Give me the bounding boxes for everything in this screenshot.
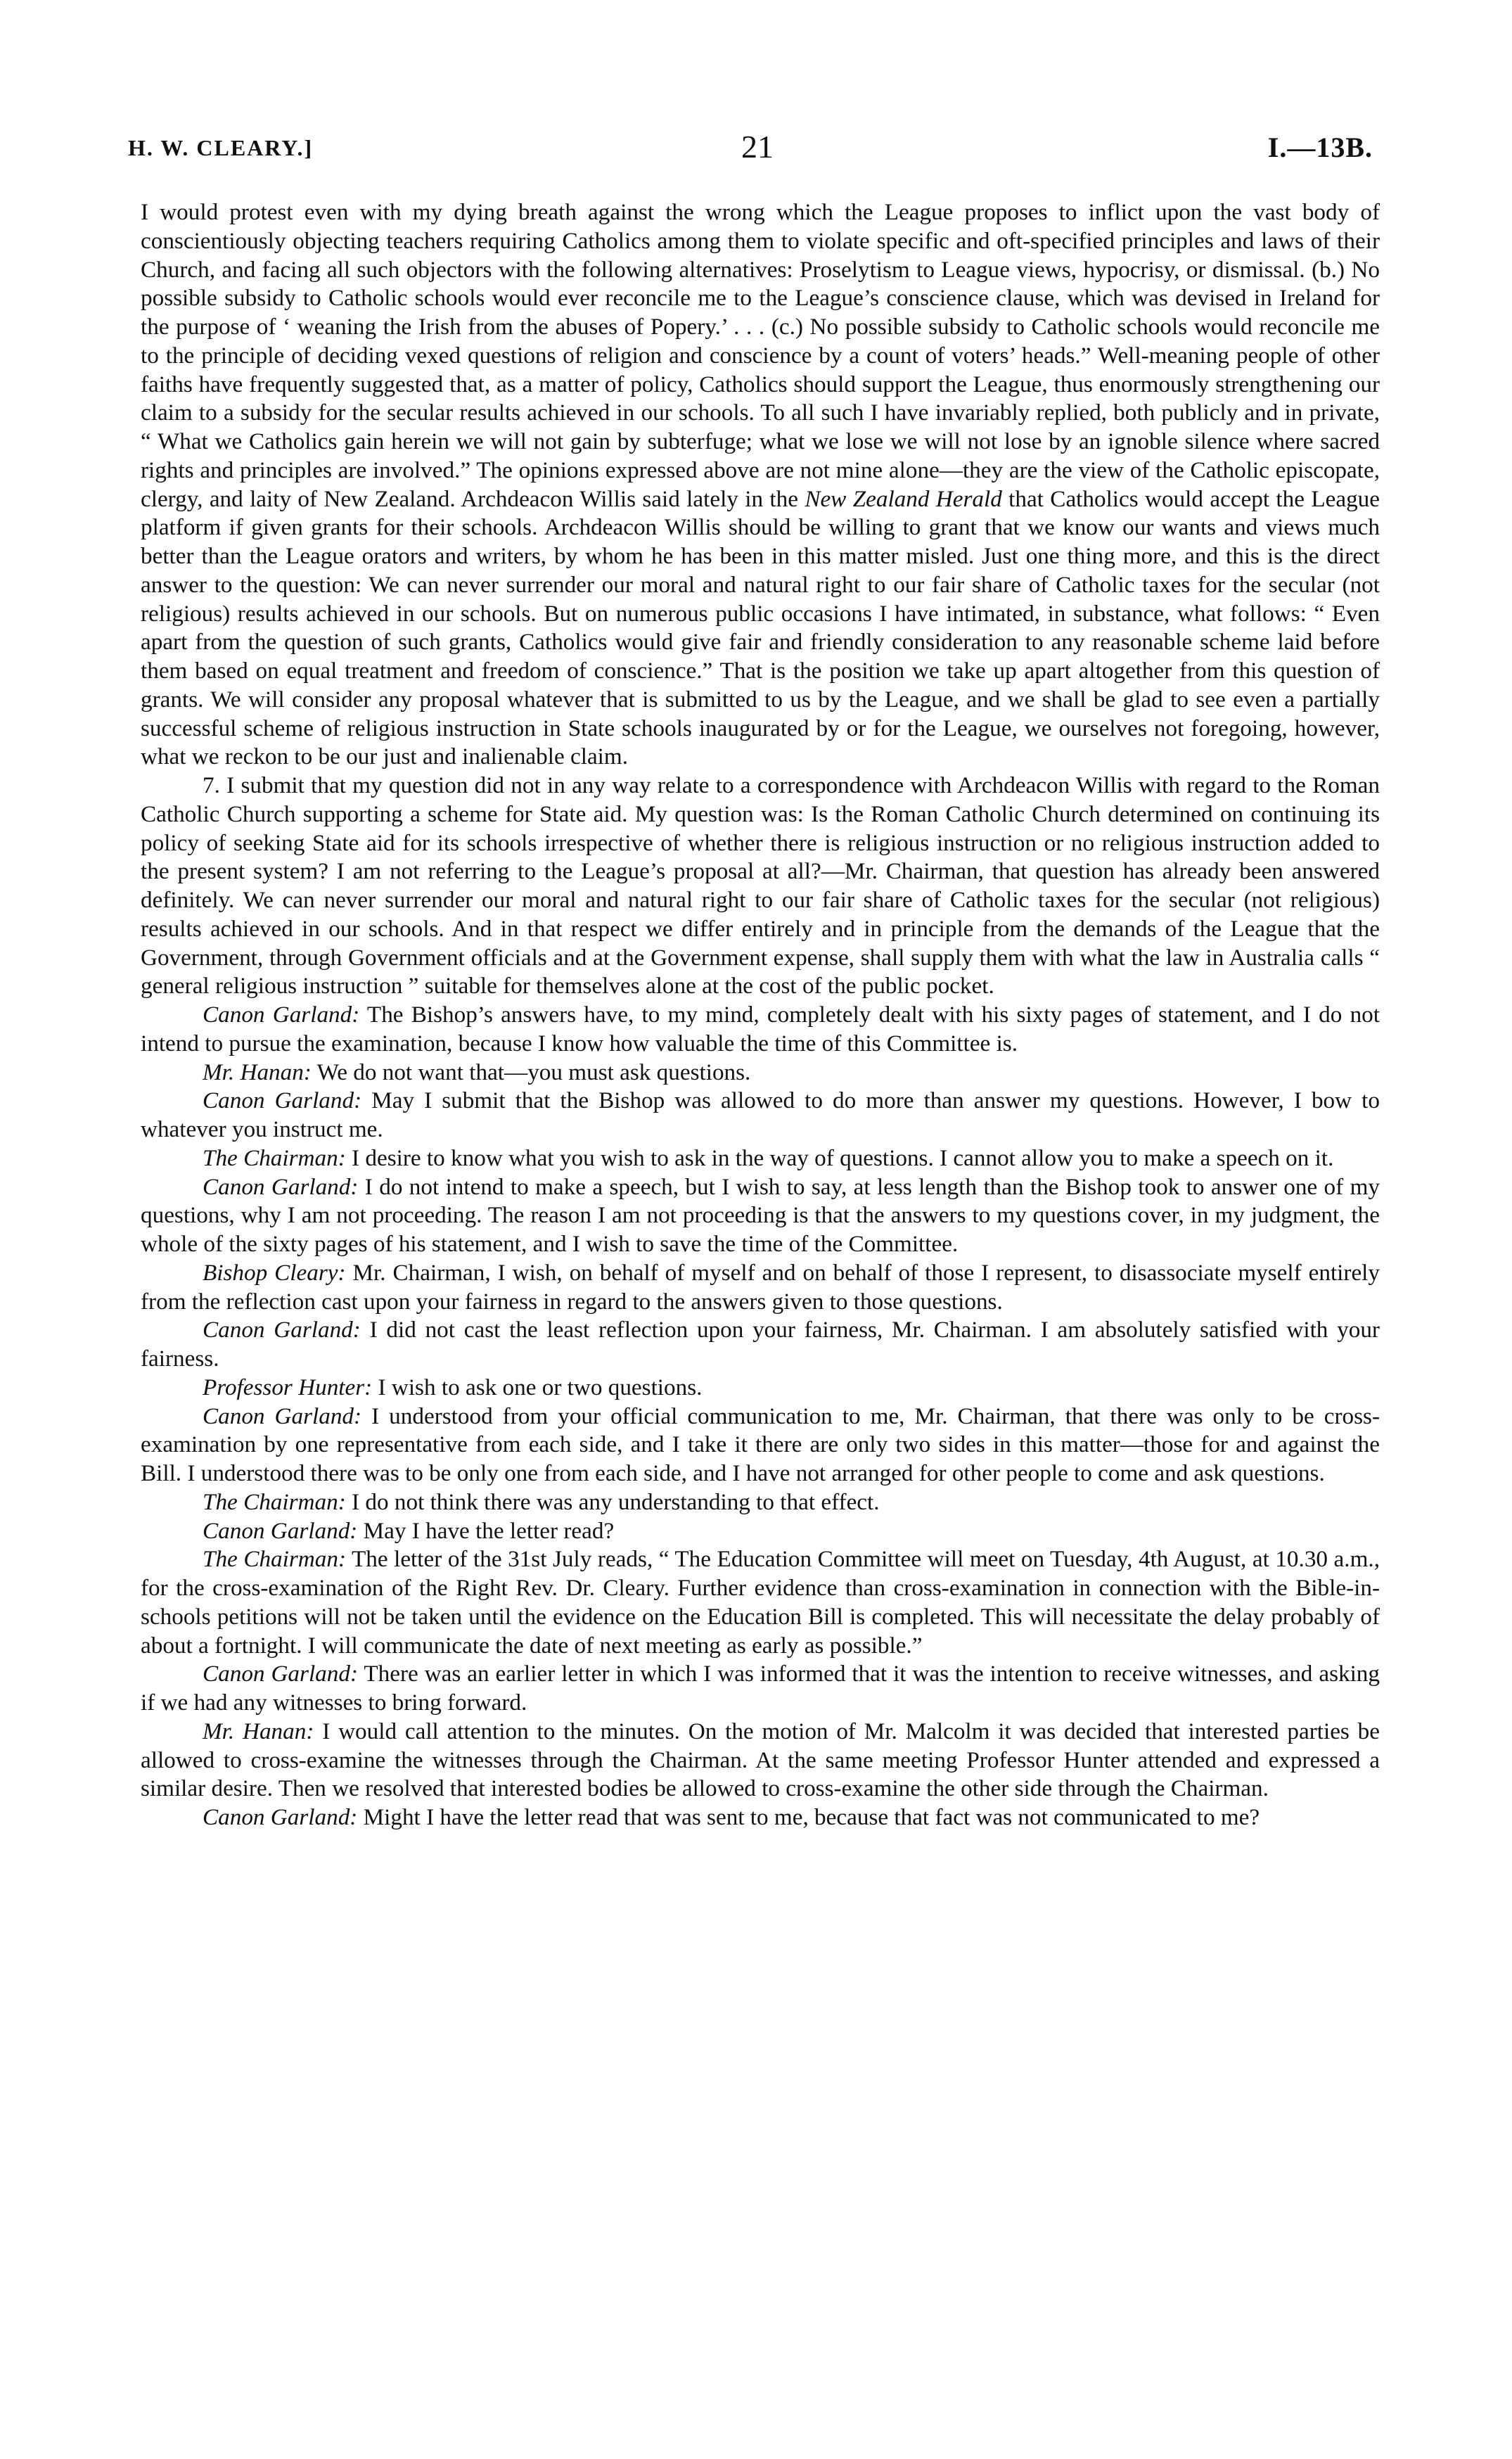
speaker: Mr. Hanan: xyxy=(203,1059,312,1085)
speaker: Professor Hunter: xyxy=(203,1374,373,1400)
paragraph-6: Canon Garland: I do not intend to make a speech, but I wish to say, at less length than the Bishop took to answer one of my questions, why I am not proceeding. The reason I am not proceeding is that the answers to my questions cover, in my judgment, the whole of the sixty pages of his statement, and I wish to save the time of the Committee. xyxy=(141,1173,1380,1257)
speaker: Canon Garland: xyxy=(203,1002,360,1028)
speaker: Bishop Cleary: xyxy=(203,1259,346,1286)
paragraph-question-7: 7. I submit that my question did not in any way relate to a correspondence with Archdeacon Willis with regard to the Roman Catholic Church supporting a scheme for State aid. My question was: Is the Roman Catholic Church determined on continuing its policy of seeking State aid for its schools irrespective of whether there is religious instruction or no religious instruction added to the present system? I am not referring to the League’s proposal at all?—Mr. Chairman, that question has already been answered definitely. We can never surrender our moral and natural right to our fair share of Catholic taxes for the secular (not religious) results achieved in our schools. And in that respect we differ entirely and in principle from the demands of the League that the Government, through Government officials and at the Government expense, shall supply them with what the law in Australia calls “ general religious instruction ” suitable for themselves alone at the cost of the public pocket. xyxy=(141,772,1380,999)
speaker: Canon Garland: xyxy=(203,1804,358,1830)
paragraph-16: Canon Garland: Might I have the letter read that was sent to me, because that fact was not communicated to me? xyxy=(203,1804,1260,1830)
header-witness-name: H. W. CLEARY.] xyxy=(128,135,314,160)
speaker: The Chairman: xyxy=(203,1546,346,1573)
paragraph-11: The Chairman: I do not think there was any understanding to that effect. xyxy=(203,1488,880,1515)
speaker: The Chairman: xyxy=(203,1144,346,1171)
speaker: Canon Garland: xyxy=(203,1173,359,1200)
paragraph-15: Mr. Hanan: I would call attention to the minutes. On the motion of Mr. Malcolm it was decided that interested parties be allowed to cross-examine the witnesses through the Chairman. At the same meeting Professor Hunter attended and expressed a similar desire. Then we resolved that interested bodies be allowed to cross-examine the other side through the Chairman. xyxy=(141,1718,1380,1802)
newspaper-title: New Zealand Herald xyxy=(805,485,1002,512)
paragraph-9: Professor Hunter: I wish to ask one or two questions. xyxy=(203,1374,703,1400)
paragraph-10: Canon Garland: I understood from your official communication to me, Mr. Chairman, that there was only to be cross-examination by one representative from each side, and I take it there are only two sides in this matter—those for and against the Bill. I understood there was to be only one from each side, and I have not arranged for other people to come and ask questions. xyxy=(141,1403,1380,1486)
page-number: 21 xyxy=(741,129,774,165)
speaker: Canon Garland: xyxy=(203,1661,358,1687)
speaker: Canon Garland: xyxy=(203,1403,362,1429)
paper-reference: I.—13B. xyxy=(1267,132,1373,163)
speaker: Canon Garland: xyxy=(203,1317,361,1343)
paragraph-7: Bishop Cleary: Mr. Chairman, I wish, on behalf of myself and on behalf of those I represent, to disassociate myself entirely from the reflection cast upon your fairness in regard to the answers given to those questions. xyxy=(141,1259,1380,1315)
paragraph-14: Canon Garland: There was an earlier letter in which I was informed that it was the intention to receive witnesses, and asking if we had any witnesses to bring forward. xyxy=(141,1661,1380,1716)
speaker: Canon Garland: xyxy=(203,1517,358,1544)
body-text xyxy=(141,198,1380,1832)
speaker: The Chairman: xyxy=(203,1488,346,1515)
paragraph-3: Mr. Hanan: We do not want that—you must ask questions. xyxy=(203,1059,751,1085)
paragraph-5: The Chairman: I desire to know what you wish to ask in the way of questions. I cannot allow you to make a speech on it. xyxy=(203,1144,1334,1171)
speaker: Mr. Hanan: xyxy=(203,1718,314,1744)
paragraph-2: Canon Garland: The Bishop’s answers have, to my mind, completely dealt with his sixty pages of statement, and I do not intend to pursue the examination, because I know how valuable the time of this Committee is. xyxy=(141,1002,1380,1056)
paragraph-4: Canon Garland: May I submit that the Bishop was allowed to do more than answer my questions. However, I bow to whatever you instruct me. xyxy=(141,1087,1380,1142)
paragraph-13: The Chairman: The letter of the 31st July reads, “ The Education Committee will meet on Tuesday, 4th August, at 10.30 a.m., for the cross-examination of the Right Rev. Dr. Cleary. Further evidence than cross-examination in connection with the Bible-in-schools petitions will not be taken until the evidence on the Education Bill is completed. This will necessitate the delay probably of about a fortnight. I will communicate the date of next meeting as early as possible.” xyxy=(141,1546,1380,1659)
paragraph-0: I would protest even with my dying breath against the wrong which the League proposes to inflict upon the vast body of conscientiously objecting teachers requiring Catholics among them to violate specific and oft-specified principles and laws of their Church, and facing all such objectors with the following alternatives: Proselytism to League views, hypocrisy, or dismissal. (b.) No possible subsidy to Catholic schools would ever reconcile me to the League’s conscience clause, which was devised in Ireland for the purpose of ‘ weaning the Irish from the abuses of Popery.’ . . . (c.) No possible subsidy to Catholic schools would reconcile me to the principle of deciding vexed questions of religion and conscience by a count of voters’ heads.” Well-meaning people of other faiths have frequently suggested that, as a matter of policy, Catholics should support the League, thus enormously strengthening our claim to a subsidy for the secular results achieved in our schools. To all such I have invariably replied, both publicly and in private, “ What we Catholics gain herein we will not gain by subterfuge; what we lose we will not lose by an ignoble silence where sacred rights and principles are involved.” The opinions expressed above are not mine alone—they are the view of the Catholic episcopate, clergy, and laity of New Zealand. Archdeacon Willis said lately in the New Zealand Herald that Catholics would accept the League platform if given grants for their schools. Archdeacon Willis should be willing to grant that we know our wants and views much better than the League orators and writers, by whom he has been in this matter misled. Just one thing more, and this is the direct answer to the question: We can never surrender our moral and natural right to our fair share of Catholic taxes for the secular (not religious) results achieved in our schools. But on numerous public occasions I have intimated, in substance, what follows: “ Even apart from the question of such grants, Catholics would give fair and friendly consideration to any reasonable scheme laid before them based on equal treatment and freedom of conscience.” That is the position we take up apart altogether from this question of grants. We will consider any proposal whatever that is submitted to us by the League, and we shall be glad to see even a partially successful scheme of religious instruction in State schools inaugurated by or for the League, we ourselves not foregoing, however, what we reckon to be our just and inalienable claim. xyxy=(141,199,1380,770)
paragraph-12: Canon Garland: May I have the letter read? xyxy=(203,1517,615,1544)
speaker: Canon Garland: xyxy=(203,1087,362,1114)
paragraph-8: Canon Garland: I did not cast the least reflection upon your fairness, Mr. Chairman. I am absolutely satisfied with your fairness. xyxy=(141,1317,1380,1372)
page-header xyxy=(128,128,1373,170)
